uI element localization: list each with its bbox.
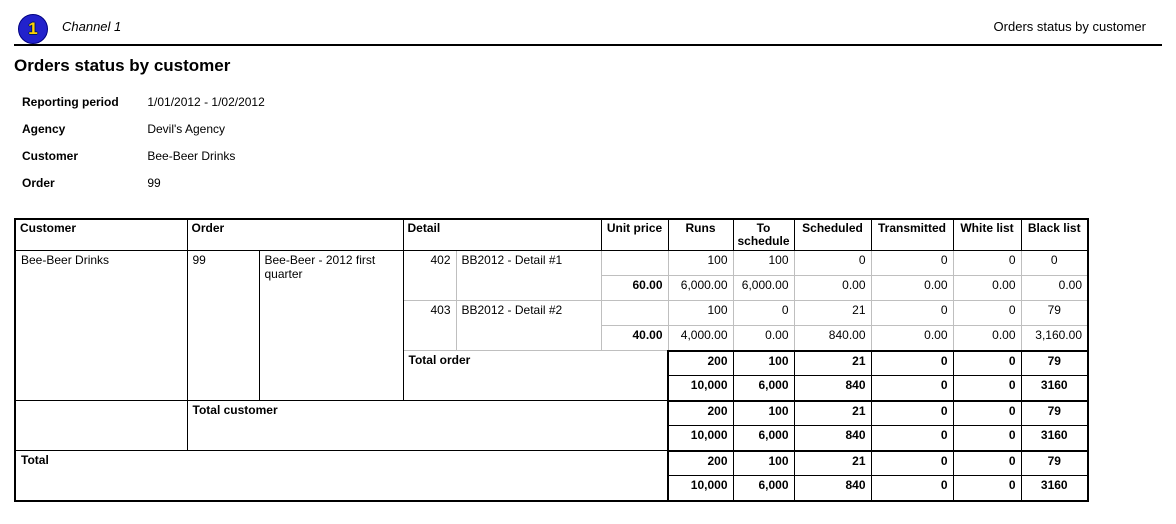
detail-name-cell: BB2012 - Detail #2: [456, 301, 601, 351]
runs-count-cell: 100: [668, 251, 733, 276]
total-order-label: Total order: [403, 351, 668, 401]
total-transmitted-amount: 0: [871, 476, 953, 501]
runs-amount-cell: 6,000.00: [668, 276, 733, 301]
transmitted-count-cell: 0: [871, 301, 953, 326]
meta-label: Reporting period: [22, 95, 119, 109]
total-scheduled-count: 21: [794, 451, 871, 476]
total-runs-count: 200: [668, 451, 733, 476]
col-header-unit-price: Unit price: [601, 219, 668, 251]
col-header-transmitted: Transmitted: [871, 219, 953, 251]
orders-status-table: [14, 218, 1089, 502]
total-scheduled-amount: 840: [794, 476, 871, 501]
total-scheduled-count: 21: [794, 401, 871, 426]
unit-price-cell: 60.00: [601, 276, 668, 301]
grand-total-label: Total: [15, 451, 668, 501]
white-list-count-cell: 0: [953, 251, 1021, 276]
scheduled-amount-cell: 840.00: [794, 326, 871, 351]
to-schedule-amount-cell: 6,000.00: [733, 276, 794, 301]
table-row: [15, 251, 1088, 276]
white-list-amount-cell: 0.00: [953, 326, 1021, 351]
total-white-list-amount: 0: [953, 476, 1021, 501]
header-report-title: Orders status by customer: [993, 19, 1146, 34]
runs-amount-cell: 4,000.00: [668, 326, 733, 351]
total-black-list-amount: 3160: [1021, 426, 1088, 451]
total-black-list-count: 79: [1021, 351, 1088, 376]
total-to-schedule-amount: 6,000: [733, 476, 794, 501]
header-row: [15, 219, 1088, 251]
total-white-list-count: 0: [953, 401, 1021, 426]
total-transmitted-count: 0: [871, 451, 953, 476]
unit-price-cell: [601, 301, 668, 326]
meta-label: Customer: [22, 149, 79, 163]
total-black-list-amount: 3160: [1021, 476, 1088, 501]
detail-number-cell: 402: [403, 251, 456, 301]
to-schedule-amount-cell: 0.00: [733, 326, 794, 351]
meta-row-reporting-period: [22, 95, 265, 113]
total-to-schedule-count: 100: [733, 401, 794, 426]
total-black-list-amount: 3160: [1021, 376, 1088, 401]
meta-value: 1/01/2012 - 1/02/2012: [147, 95, 265, 109]
runs-count-cell: 100: [668, 301, 733, 326]
total-transmitted-count: 0: [871, 401, 953, 426]
total-scheduled-amount: 840: [794, 376, 871, 401]
detail-number-cell: 403: [403, 301, 456, 351]
total-white-list-amount: 0: [953, 376, 1021, 401]
col-header-order: Order: [187, 219, 403, 251]
scheduled-count-cell: 0: [794, 251, 871, 276]
col-header-customer: Customer: [15, 219, 187, 251]
meta-label: Order: [22, 176, 55, 190]
total-runs-amount: 10,000: [668, 376, 733, 401]
total-black-list-count: 79: [1021, 451, 1088, 476]
header-divider: [14, 44, 1162, 46]
order-name-cell: Bee-Beer - 2012 first quarter: [259, 251, 403, 401]
total-runs-count: 200: [668, 351, 733, 376]
scheduled-amount-cell: 0.00: [794, 276, 871, 301]
total-black-list-count: 79: [1021, 401, 1088, 426]
total-transmitted-count: 0: [871, 351, 953, 376]
total-to-schedule-amount: 6,000: [733, 376, 794, 401]
meta-value: Devil's Agency: [147, 122, 226, 136]
total-customer-row: [15, 401, 1088, 426]
meta-row-order: [22, 176, 265, 194]
col-header-detail: Detail: [403, 219, 601, 251]
total-white-list-count: 0: [953, 451, 1021, 476]
grand-total-row: [15, 451, 1088, 476]
total-to-schedule-count: 100: [733, 451, 794, 476]
col-header-to-schedule: To schedule: [733, 219, 794, 251]
black-list-amount-cell: 3,160.00: [1021, 326, 1088, 351]
total-transmitted-amount: 0: [871, 376, 953, 401]
meta-row-agency: [22, 122, 265, 140]
col-header-white-list: White list: [953, 219, 1021, 251]
total-scheduled-count: 21: [794, 351, 871, 376]
total-scheduled-amount: 840: [794, 426, 871, 451]
total-runs-amount: 10,000: [668, 476, 733, 501]
meta-value: 99: [147, 176, 161, 190]
table-header: [15, 219, 1088, 251]
total-to-schedule-count: 100: [733, 351, 794, 376]
total-customer-label: Total customer: [187, 401, 668, 451]
total-white-list-count: 0: [953, 351, 1021, 376]
transmitted-count-cell: 0: [871, 251, 953, 276]
total-runs-amount: 10,000: [668, 426, 733, 451]
total-white-list-amount: 0: [953, 426, 1021, 451]
black-list-amount-cell: 0.00: [1021, 276, 1088, 301]
col-header-runs: Runs: [668, 219, 733, 251]
unit-price-cell: [601, 251, 668, 276]
to-schedule-count-cell: 100: [733, 251, 794, 276]
transmitted-amount-cell: 0.00: [871, 276, 953, 301]
total-transmitted-amount: 0: [871, 426, 953, 451]
page-title: Orders status by customer: [14, 56, 231, 75]
channel-label: Channel 1: [62, 19, 122, 34]
unit-price-cell: 40.00: [601, 326, 668, 351]
col-header-scheduled: Scheduled: [794, 219, 871, 251]
col-header-black-list: Black list: [1021, 219, 1088, 251]
white-list-amount-cell: 0.00: [953, 276, 1021, 301]
order-number-cell: 99: [187, 251, 259, 401]
total-to-schedule-amount: 6,000: [733, 426, 794, 451]
detail-name-cell: BB2012 - Detail #1: [456, 251, 601, 301]
channel-number-badge: [18, 14, 48, 44]
scheduled-count-cell: 21: [794, 301, 871, 326]
white-list-count-cell: 0: [953, 301, 1021, 326]
channel-number: 1: [28, 19, 38, 38]
meta-label: Agency: [22, 122, 66, 136]
total-runs-count: 200: [668, 401, 733, 426]
to-schedule-count-cell: 0: [733, 301, 794, 326]
customer-cell: Bee-Beer Drinks: [15, 251, 187, 401]
meta-value: Bee-Beer Drinks: [147, 149, 236, 163]
transmitted-amount-cell: 0.00: [871, 326, 953, 351]
black-list-count-cell: 0: [1021, 251, 1088, 276]
meta-section: [22, 95, 265, 203]
empty-customer-cell: [15, 401, 187, 451]
black-list-count-cell: 79: [1021, 301, 1088, 326]
meta-row-customer: [22, 149, 265, 167]
